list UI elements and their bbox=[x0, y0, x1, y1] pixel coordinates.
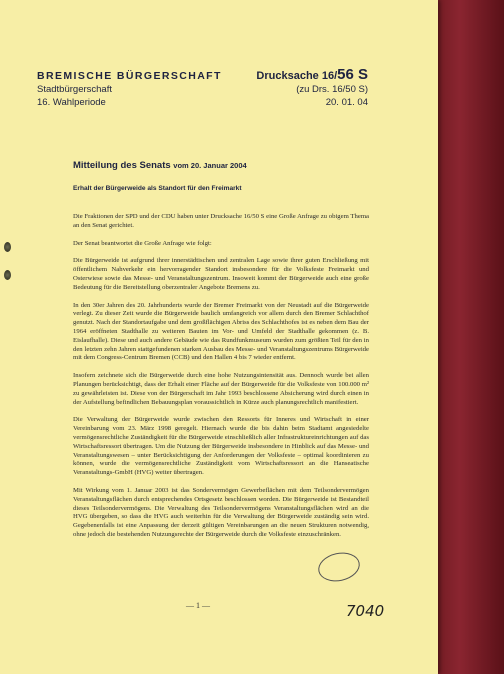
drucksache-label: Drucksache 16/ bbox=[256, 70, 338, 82]
paragraph: Mit Wirkung vom 1. Januar 2003 ist das Sondervermögen Gewerbeflächen mit dem Teilsondervermögen Veranstaltungsflächen durch entsprechendes Ortsgesetz beschlossen worden. Die Bürgerweide ist Bestandteil dieses Teilsondervermögens. Die Verwaltung des Teilsondervermögens Veranstaltungsflächen wird an die HVG übergeben, so dass die HVG auch weiterhin für die Verwaltung der Bürgerweide zuständig sein wird. Gegebenenfalls ist eine Anpassung der derzeit gültigen Vereinbarungen an die neuen Strukturen notwendig, ohne jedoch die bestehenden Nutzungsrechte der Bürgerweide durch die Volksfeste einzuschränken. bbox=[73, 486, 369, 538]
paragraph: Die Bürgerweide ist aufgrund ihrer innerstädtischen und zentralen Lage sowie ihrer guten Erschließung mit öffentlichem Nahverkehr ein hervorragender Standort insbesondere für die Volksfeste Freimarkt und Osterwiese sowie das Messe- und Veranstaltungszentrum. Insoweit kommt der Bürgerweide auch eine große Bedeutung für die Bereitstellung oberzentraler Angebote Bremens zu. bbox=[73, 257, 369, 291]
document-body bbox=[73, 213, 369, 549]
chamber-name: Stadtbürgerschaft bbox=[37, 84, 112, 95]
title-main: Mitteilung des Senats bbox=[73, 160, 171, 171]
punch-hole bbox=[4, 242, 11, 252]
document-subject: Erhalt der Bürgerweide als Standort für den Freimarkt bbox=[73, 185, 242, 192]
organization-name: BREMISCHE BÜRGERSCHAFT bbox=[37, 70, 222, 82]
punch-hole bbox=[4, 270, 11, 280]
handwritten-number: 7040 bbox=[346, 602, 385, 620]
paragraph: Der Senat beantwortet die Große Anfrage wie folgt: bbox=[73, 239, 212, 247]
document-title bbox=[73, 160, 247, 171]
document-date: 20. 01. 04 bbox=[325, 97, 368, 108]
page-number: — 1 — bbox=[186, 601, 210, 610]
drucksache-id: 56 S bbox=[337, 66, 368, 83]
paragraph: Die Verwaltung der Bürgerweide wurde zwischen den Ressorts für Inneres und Wirtschaft in einer Vereinbarung vom 23. März 1998 geregelt. Hiernach wurde die bis dahin beim Stadtamt angesiedelte vermögensrechtliche Zuständigkeit für die Bürgerweide einschließlich aller Infrastruktureinrichtungen auf das Wirtschaftsressort übertragen. Um die Nutzung der Bürgerweide insbesondere in Hinblick auf das Messe- und Veranstaltungswesen – unter Berücksichtigung der Anforderungen der Volksfeste – optimal koordinieren zu können, wurde die vermögensrechtliche Zuständigkeit vom Wirtschaftsressort an die Hanseatische Veranstaltungs-GmbH (HVG) weiter übertragen. bbox=[73, 416, 369, 477]
paragraph: In den 30er Jahren des 20. Jahrhunderts wurde der Bremer Freimarkt von der Neustadt auf die Bürgerweide verlegt. Zu dieser Zeit wurde die Bürgerweide baulich umfangreich vor allem durch den Bremer Schlachthof genutzt. Nach der Standortaufgabe und dem großflächigen Abriss des Schlachthofes ist es neben dem Bau der 1964 eröffneten Stadthalle zu weiteren Bauten im Vor- und Umfeld der Stadthalle gekommen (z. B. Eislaufhalle). Diese und auch andere Gebäude wie das Rundfunkmuseum wurden zum größten Teil für den in den letzten zehn Jahren stattgefundenen starken Ausbau des Messe- und Veranstaltungszentrums Bürgerweide mit dem Congress-Centrum Bremen (CCB) und den Hallen 4 bis 7 wieder entfernt. bbox=[73, 301, 369, 362]
archive-stamp bbox=[316, 549, 363, 585]
reference-note: (zu Drs. 16/50 S) bbox=[296, 84, 368, 95]
paragraph: Insofern zeichnete sich die Bürgerweide durch eine hohe Nutzungsintensität aus. Dennoch wurde bei allen Planungen berücksichtigt, dass der Erhalt einer Fläche auf der Bürgerweide für die Volksfeste von 100.000 m² zu gewährleisten ist. Diese von der Bürgerschaft im Jahr 1993 beschlossene Absicherung wird durch einen in der Aufstellung befindlichen Bebauungsplan voraussichtlich in Kürze auch planungsrechtlich manifestiert. bbox=[73, 372, 369, 406]
binder-spine bbox=[430, 0, 504, 674]
legislative-period: 16. Wahlperiode bbox=[37, 97, 106, 108]
title-date: vom 20. Januar 2004 bbox=[173, 161, 247, 170]
paragraph: Die Fraktionen der SPD und der CDU haben unter Drucksache 16/50 S eine Große Anfrage zu obigem Thema an den Senat gerichtet. bbox=[73, 213, 369, 229]
drucksache-number bbox=[256, 66, 368, 83]
